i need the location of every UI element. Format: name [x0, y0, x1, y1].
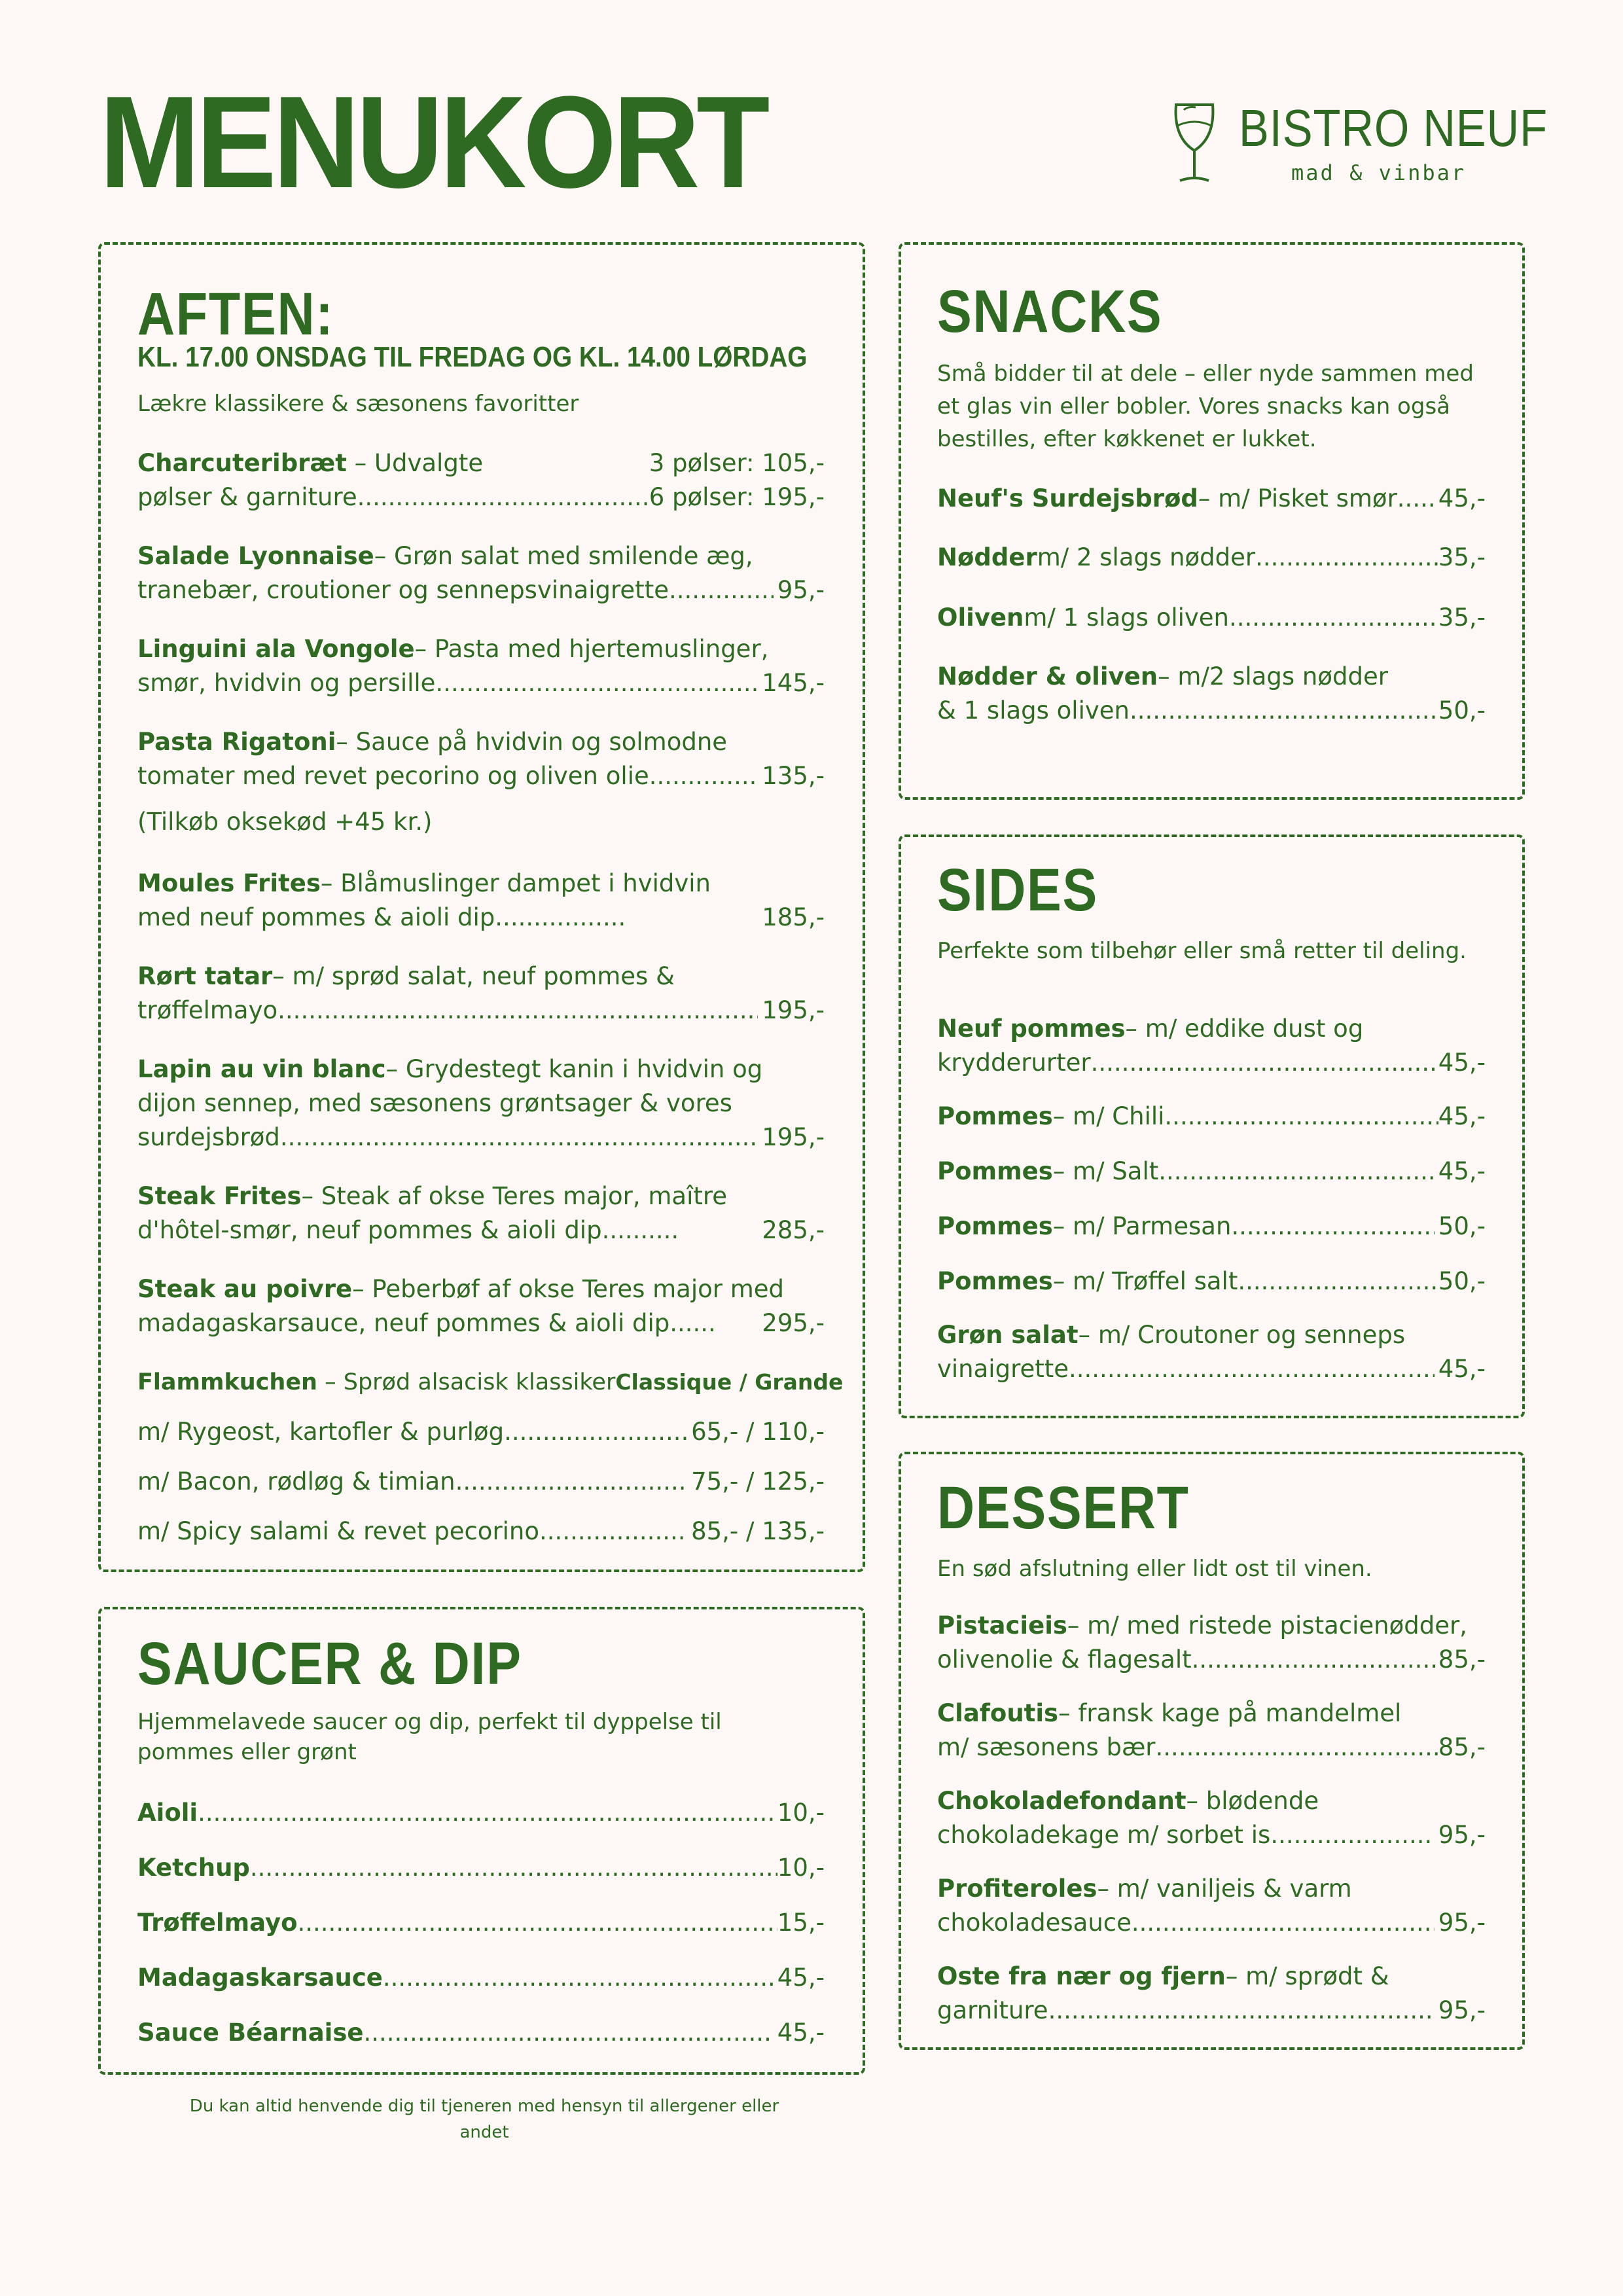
item-desc: m/ 2 slags nødder: [1037, 543, 1256, 571]
dessert-item: [937, 1609, 1486, 1677]
item-price: 95,-: [1438, 1909, 1486, 1937]
menu-item: [137, 632, 825, 700]
item-desc: & 1 slags oliven: [937, 696, 1130, 725]
side-item: [937, 1012, 1486, 1080]
item-desc: madagaskarsauce, neuf pommes & aioli dip: [137, 1309, 670, 1337]
item-price: 95,-: [1438, 1996, 1486, 2024]
item-name: Charcuteribræt: [137, 449, 347, 477]
item-price: 85,-: [1438, 1645, 1486, 1674]
item-desc: – Udvalgte: [346, 449, 484, 477]
item-desc: krydderurter: [937, 1049, 1091, 1077]
item-price: 50,-: [1438, 1267, 1486, 1295]
saucer-intro: Hjemmelavede saucer og dip, perfekt til dyppelse til pommes eller grønt: [137, 1709, 722, 1765]
snacks-intro: Små bidder til at dele – eller nyde sammen med et glas vin eller bobler. Vores snacks kan også bestilles, efter køkkenet er lukket.: [937, 361, 1474, 452]
flammkuchen-option: [137, 1415, 825, 1449]
item-price: 45,-: [1438, 1049, 1486, 1077]
item-name: Pommes: [937, 1102, 1053, 1130]
item-desc: – m/ Parmesan: [1052, 1212, 1232, 1240]
menu-item-flammkuchen: [137, 1365, 844, 1399]
item-desc: trøffelmayo: [137, 996, 278, 1024]
allergen-note: Du kan altid henvende dig til tjeneren med hensyn til allergener eller andet: [189, 2096, 779, 2142]
item-desc: – m/ Trøffel salt: [1052, 1267, 1238, 1295]
item-desc: – Peberbøf af okse Teres major med: [352, 1275, 785, 1303]
item-name: Sauce Béarnaise: [137, 2018, 364, 2047]
menu-item-charcuteri: [137, 446, 825, 514]
size-labels: Classique / Grande: [615, 1369, 844, 1395]
item-name: Pommes: [937, 1157, 1053, 1185]
item-desc: olivenolie & flagesalt: [937, 1645, 1192, 1674]
item-desc: d'hôtel-smør, neuf pommes & aioli dip: [137, 1216, 602, 1244]
item-desc: – Grøn salat med smilende æg,: [374, 542, 753, 570]
option-price: 65,- / 110,-: [691, 1418, 825, 1446]
sauce-item: [137, 1796, 825, 1830]
item-name: Pommes: [937, 1212, 1053, 1240]
item-name: Pasta Rigatoni: [137, 728, 336, 756]
item-name: Madagaskarsauce: [137, 1964, 383, 1992]
item-price: 35,-: [1438, 543, 1486, 571]
item-desc: surdejsbrød: [137, 1123, 280, 1151]
item-name: Neuf's Surdejsbrød: [937, 484, 1198, 512]
item-desc: – Blåmuslinger dampet i hvidvin: [320, 869, 711, 897]
side-item: [937, 1155, 1486, 1189]
item-name: Grøn salat: [937, 1321, 1079, 1349]
item-desc: m/ sæsonens bær: [937, 1733, 1156, 1761]
option-desc: m/ Bacon, rødløg & timian: [137, 1467, 455, 1496]
logo: [1168, 98, 1548, 187]
item-desc: pølser & garniture: [137, 483, 357, 511]
item-price: 45,-: [1438, 484, 1486, 512]
item-desc: – m/ vaniljeis & varm: [1097, 1874, 1352, 1903]
item-price: 35,-: [1438, 603, 1486, 632]
item-price: 3 pølser: 105,-: [649, 449, 825, 477]
item-desc: – m/ Pisket smør: [1198, 484, 1397, 512]
item-price: 45,-: [1438, 1157, 1486, 1185]
item-price: 6 pølser: 195,-: [649, 483, 825, 511]
sauce-item: [137, 1961, 825, 1995]
item-name: Steak au poivre: [137, 1275, 353, 1303]
item-price: 10,-: [777, 1854, 825, 1882]
item-desc: vinaigrette: [937, 1355, 1069, 1383]
flammkuchen-option: [137, 1465, 825, 1499]
item-desc: – m/ Salt: [1052, 1157, 1159, 1185]
item-price: 285,-: [762, 1216, 825, 1244]
flammkuchen-option: [137, 1515, 825, 1549]
item-desc: tomater med revet pecorino og oliven olie: [137, 762, 649, 790]
item-name: Linguini ala Vongole: [137, 635, 415, 663]
saucer-title: SAUCER & DIP: [137, 1630, 522, 1697]
sides-title: SIDES: [937, 857, 1099, 924]
item-price: 85,-: [1438, 1733, 1486, 1761]
option-desc: m/ Spicy salami & revet pecorino: [137, 1517, 540, 1545]
menu-item: [137, 725, 825, 793]
item-name: Aioli: [137, 1799, 198, 1827]
item-desc: med neuf pommes & aioli dip: [137, 903, 495, 931]
item-desc: – blødende: [1186, 1787, 1319, 1815]
aften-hours: KL. 17.00 ONSDAG TIL FREDAG OG KL. 14.00 LØRDAG: [137, 341, 808, 373]
item-desc: – m/ med ristede pistacienødder,: [1067, 1611, 1467, 1640]
menu-item: [137, 960, 825, 1028]
item-price: 295,-: [762, 1309, 825, 1337]
item-price: 10,-: [777, 1799, 825, 1827]
item-price: 195,-: [762, 996, 825, 1024]
item-price: 195,-: [762, 1123, 825, 1151]
sauce-item: [137, 1906, 825, 1940]
option-price: 85,- / 135,-: [691, 1517, 825, 1545]
wine-glass-icon: [1168, 98, 1221, 187]
item-name: Rørt tatar: [137, 962, 273, 990]
item-name: Chokoladefondant: [937, 1787, 1186, 1815]
item-desc: – fransk kage på mandelmel: [1058, 1699, 1402, 1727]
dessert-title: DESSERT: [937, 1475, 1190, 1541]
item-desc: garniture: [937, 1996, 1048, 2024]
item-desc: – m/2 slags nødder: [1158, 662, 1388, 691]
item-desc: smør, hvidvin og persille: [137, 669, 436, 697]
item-name: Nødder & oliven: [937, 662, 1158, 691]
side-item: [937, 1100, 1486, 1134]
item-name: Pistacieis: [937, 1611, 1067, 1640]
item-desc: m/ 1 slags oliven: [1024, 603, 1230, 632]
item-name: Neuf pommes: [937, 1014, 1126, 1043]
item-desc: dijon sennep, med sæsonens grøntsager & vores: [137, 1089, 732, 1117]
item-name: Profiteroles: [937, 1874, 1097, 1903]
item-price: 135,-: [762, 762, 825, 790]
menu-item: [137, 1179, 825, 1247]
item-name: Clafoutis: [937, 1699, 1059, 1727]
item-name: Oste fra nær og fjern: [937, 1962, 1226, 1990]
dessert-intro: En sød afslutning eller lidt ost til vinen.: [937, 1556, 1372, 1582]
item-price: 45,-: [1438, 1355, 1486, 1383]
item-name: Moules Frites: [137, 869, 321, 897]
item-desc: – Grydestegt kanin i hvidvin og: [385, 1055, 763, 1083]
item-name: Ketchup: [137, 1854, 250, 1882]
item-desc: – Pasta med hjertemuslinger,: [414, 635, 769, 663]
rigatoni-note: (Tilkøb oksekød +45 kr.): [137, 808, 433, 836]
menu-item: [137, 867, 825, 935]
item-name: Lapin au vin blanc: [137, 1055, 386, 1083]
item-desc: – m/ Croutoner og senneps: [1078, 1321, 1406, 1349]
dessert-item: [937, 1960, 1486, 2028]
item-name: Trøffelmayo: [137, 1909, 298, 1937]
item-price: 45,-: [777, 1964, 825, 1992]
item-desc: tranebær, croutioner og sennepsvinaigrette: [137, 576, 669, 604]
snacks-title: SNACKS: [937, 278, 1163, 345]
snack-item: [937, 660, 1486, 728]
item-name: Oliven: [937, 603, 1024, 632]
item-desc: – Sprød alsacisk klassiker: [317, 1369, 616, 1395]
item-desc: chokoladesauce: [937, 1909, 1132, 1937]
aften-intro: Lækre klassikere & sæsonens favoritter: [137, 391, 579, 417]
logo-tagline: mad & vinbar: [1291, 160, 1467, 185]
item-price: 50,-: [1438, 1212, 1486, 1240]
snack-item: [937, 482, 1486, 516]
item-name: Steak Frites: [137, 1182, 302, 1210]
item-name: Pommes: [937, 1267, 1053, 1295]
item-price: 145,-: [762, 669, 825, 697]
sides-intro: Perfekte som tilbehør eller små retter til deling.: [937, 938, 1467, 964]
sauce-item: [137, 2016, 825, 2050]
side-item: [937, 1265, 1486, 1299]
page-title: MENUKORT: [99, 69, 766, 215]
item-desc: – m/ eddike dust og: [1125, 1014, 1364, 1043]
option-price: 75,- / 125,-: [691, 1467, 825, 1496]
menu-item: [137, 1272, 825, 1340]
side-item: [937, 1318, 1486, 1386]
item-price: 50,-: [1438, 696, 1486, 725]
item-price: 185,-: [762, 903, 825, 931]
option-desc: m/ Rygeost, kartofler & purløg: [137, 1418, 505, 1446]
menu-item: [137, 539, 825, 607]
snack-item: [937, 601, 1486, 635]
side-item: [937, 1210, 1486, 1244]
item-price: 45,-: [777, 2018, 825, 2047]
item-name: Salade Lyonnaise: [137, 542, 374, 570]
item-desc: chokoladekage m/ sorbet is: [937, 1821, 1271, 1849]
item-price: 45,-: [1438, 1102, 1486, 1130]
item-price: 15,-: [777, 1909, 825, 1937]
item-desc: – Steak af okse Teres major, maître: [301, 1182, 728, 1210]
item-price: 95,-: [777, 576, 825, 604]
menu-item-lapin: [137, 1052, 825, 1155]
snack-item: [937, 541, 1486, 575]
item-desc: – m/ Chili: [1052, 1102, 1165, 1130]
logo-name: BISTRO NEUF: [1239, 99, 1548, 157]
item-desc: – m/ sprødt &: [1225, 1962, 1389, 1990]
item-name: Flammkuchen: [137, 1369, 317, 1395]
dessert-item: [937, 1872, 1486, 1940]
aften-title: AFTEN:: [137, 281, 334, 348]
sauce-item: [137, 1851, 825, 1885]
item-name: Nødder: [937, 543, 1037, 571]
item-desc: – m/ sprød salat, neuf pommes &: [272, 962, 675, 990]
item-price: 95,-: [1438, 1821, 1486, 1849]
item-desc: – Sauce på hvidvin og solmodne: [336, 728, 728, 756]
dessert-item: [937, 1696, 1486, 1765]
dessert-item: [937, 1784, 1486, 1852]
